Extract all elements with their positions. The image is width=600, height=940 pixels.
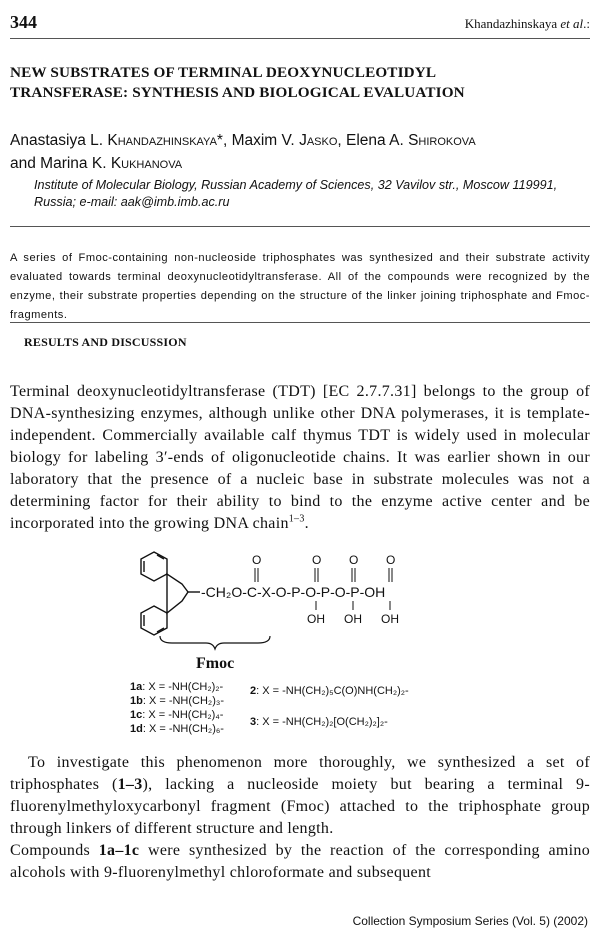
author-last-name: Kukhanova xyxy=(110,155,183,172)
compound-id: 1d xyxy=(130,723,143,735)
legend-entry xyxy=(130,695,224,707)
paragraph-investigation-text: ), lacking a nucleoside moiety but bearing a terminal 9-fluorenylmethyloxycarbonyl fragment (Fmoc) attached to the triphosphate group through linkers of different structure and length. xyxy=(10,776,590,837)
legend-entry xyxy=(130,681,224,693)
article-title-line2: TRANSFERASE: SYNTHESIS AND BIOLOGICAL EVALUATION xyxy=(10,84,465,101)
linker-formula: : X = -NH(CH₂)₃- xyxy=(142,695,225,707)
compound-reference: 1a–1c xyxy=(98,842,140,859)
hydroxyl-label: OH xyxy=(344,612,362,626)
author-conjunction: and xyxy=(10,155,41,172)
linker-formula: : X = -NH(CH₂)₅C(O)NH(CH₂)₂- xyxy=(256,685,409,697)
page-header xyxy=(10,12,590,39)
fmoc-brace xyxy=(160,636,270,649)
carbonyl-oxygen xyxy=(252,553,261,582)
fmoc-triphosphate-structure xyxy=(130,544,470,744)
compound-id: 1b xyxy=(130,695,143,707)
fmoc-label: Fmoc xyxy=(196,655,235,672)
author-separator: , xyxy=(337,132,347,149)
article-title xyxy=(10,63,570,103)
compound-legend xyxy=(130,681,409,735)
phosphate-hydroxyls xyxy=(307,601,399,626)
legend-entry xyxy=(250,685,409,697)
author-first-name: Marina K. xyxy=(40,155,111,172)
linker-formula: : X = -NH(CH₂)₂- xyxy=(142,681,224,693)
running-head-authors: Khandazhinskaya xyxy=(464,16,561,31)
paragraph-intro xyxy=(10,381,590,535)
author-list xyxy=(10,129,590,175)
paragraph-synthesis-text: were synthesized by the reaction of the corresponding amino alcohols with 9-fluorenylmethyl chloroformate and subsequent xyxy=(10,842,591,881)
oxygen-label: O xyxy=(349,553,359,567)
running-head-etal: et al xyxy=(560,16,584,31)
legend-entry xyxy=(130,723,224,735)
citation-superscript: 1–3 xyxy=(288,513,305,525)
author-first-name: Elena A. xyxy=(346,132,409,149)
legend-entry xyxy=(250,716,388,728)
corresponding-mark: *, xyxy=(216,132,232,149)
hydroxyl-label: OH xyxy=(307,612,325,626)
page-number: 344 xyxy=(10,12,37,32)
phosphoryl-oxygens xyxy=(312,553,395,582)
linker-formula: : X = -NH(CH₂)₆- xyxy=(142,723,224,735)
main-chain: -CH₂O-C-X-O-P-O-P-O-P-OH xyxy=(201,584,386,600)
paragraph-investigation xyxy=(10,752,590,884)
compound-reference: 1–3 xyxy=(117,776,143,793)
running-head xyxy=(465,16,590,32)
running-head-suffix: .: xyxy=(583,16,590,31)
paragraph-intro-text: Terminal deoxynucleotidyltransferase (TDT) [EC 2.7.7.31] belongs to the group of DNA-synthesizing enzymes, although unlike other DNA polymerases, it is template-independent. Commercially available calf thymus TDT is widely used in molecular biology for labeling 3′-ends of oligonucleotide chains. It was earlier shown in our laboratory that the presence of a nucleic base in substrate molecules was not a determining factor for their ability to bind to the enzyme active center and be incorporated into the growing DNA chain xyxy=(10,383,590,532)
chemical-scheme xyxy=(130,544,470,744)
compound-id: 3 xyxy=(250,716,257,728)
paragraph-intro-end: . xyxy=(304,515,309,532)
oxygen-label: O xyxy=(386,553,396,567)
author-first-name: Anastasiya L. xyxy=(10,132,108,149)
linker-formula: : X = -NH(CH₂)₄- xyxy=(142,709,224,721)
paragraph-investigation-text: To investigate this phenomenon more thoroughly, we synthesized a set of triphosphates ( xyxy=(10,754,590,793)
affiliation-line1: Institute of Molecular Biology, Russian Academy of Sciences, 32 Vavilov str., Moscow 119991, xyxy=(34,178,558,192)
compound-id: 2 xyxy=(250,685,257,697)
page-footer: Collection Symposium Series (Vol. 5) (2002) xyxy=(352,914,588,928)
author-last-name: Jasko xyxy=(299,132,338,149)
abstract: A series of Fmoc-containing non-nucleoside triphosphates was synthesized and their substrate activity evaluated towards terminal deoxynucleotidyltransferase. All of the compounds were recognized by the enzyme, their substrate properties depending on the structure of the linker joining triphosphate and Fmoc-fragments. xyxy=(10,252,590,322)
divider-bottom xyxy=(10,322,590,323)
affiliation-line2: Russia; e-mail: aak@imb.imb.ac.ru xyxy=(34,195,230,209)
author-first-name: Maxim V. xyxy=(231,132,300,149)
author-last-name: Shirokova xyxy=(408,132,476,149)
oxygen-label: O xyxy=(252,553,262,567)
compound-id: 1a xyxy=(130,681,143,693)
oxygen-label: O xyxy=(312,553,322,567)
section-heading: RESULTS AND DISCUSSION xyxy=(24,335,187,349)
affiliation xyxy=(34,177,590,211)
hydroxyl-label: OH xyxy=(381,612,399,626)
linker-formula: : X = -NH(CH₂)₂[O(CH₂)₂]₂- xyxy=(256,716,388,728)
article-title-line1: NEW SUBSTRATES OF TERMINAL DEOXYNUCLEOTIDYL xyxy=(10,64,437,81)
divider-top xyxy=(10,226,590,227)
paragraph-synthesis-text: Compounds xyxy=(10,842,99,859)
legend-entry xyxy=(130,709,224,721)
author-last-name: Khandazhinskaya xyxy=(107,132,217,149)
fluorene-ring xyxy=(141,552,200,635)
compound-id: 1c xyxy=(130,709,143,721)
